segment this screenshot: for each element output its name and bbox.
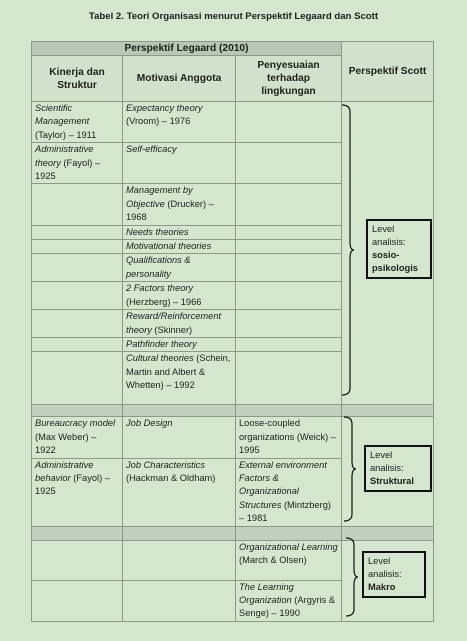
col-header-structure: Kinerja dan Struktur [32, 56, 123, 102]
cell: Job Characteristics (Hackman & Oldham) [123, 458, 236, 526]
cell: Reward/Reinforcement theory (Skinner) [123, 310, 236, 338]
cell: Expectancy theory (Vroom) – 1976 [123, 102, 236, 143]
col-header-environment: Penyesuaian terhadap lingkungan [236, 56, 342, 102]
cell: Pathfinder theory [123, 337, 236, 351]
cell: Needs theories [123, 225, 236, 239]
level-value: sosio-psikologis [372, 250, 418, 273]
table-row [32, 102, 434, 143]
cell: 2 Factors theory (Herzberg) – 1966 [123, 282, 236, 310]
level-box-makro [362, 551, 426, 598]
cell: Scientific Management (Taylor) – 1911 [32, 102, 123, 143]
separator-row [32, 405, 434, 417]
cell: Organizational Learning (March & Olsen) [236, 540, 342, 580]
level-value: Makro [368, 582, 396, 592]
organization-theory-table [31, 41, 434, 622]
separator-row [32, 526, 434, 540]
cell: Administrative behavior (Fayol) – 1925 [32, 458, 123, 526]
cell: Management by Objective (Drucker) – 1968 [123, 184, 236, 225]
cell: External environment Factors & Organizational Structures (Mintzberg) – 1981 [236, 458, 342, 526]
cell: Motivational theories [123, 240, 236, 254]
cell: Self-efficacy [123, 143, 236, 184]
col-header-motivation: Motivasi Anggota [123, 56, 236, 102]
cell: Loose-coupled organizations (Weick) – 1995 [236, 417, 342, 458]
cell: Qualifications & personality [123, 254, 236, 282]
brace-sosio [340, 104, 354, 396]
cell: Administrative theory (Fayol) – 1925 [32, 143, 123, 184]
cell: Bureaucracy model (Max Weber) – 1922 [32, 417, 123, 458]
table-caption: Tabel 2. Teori Organisasi menurut Perspektif Legaard dan Scott [88, 11, 379, 22]
brace-struktural [342, 416, 356, 522]
level-value: Struktural [370, 476, 414, 486]
cell: The Learning Organization (Argyris & Senge) – 1990 [236, 580, 342, 621]
cell: Cultural theories (Schein, Martin and Albert & Whetten) – 1992 [123, 352, 236, 405]
scott-header: Perspektif Scott [342, 42, 434, 102]
level-label: Level analisis: [370, 450, 404, 473]
cell: Job Design [123, 417, 236, 458]
level-label: Level analisis: [368, 556, 402, 579]
level-box-struktural [364, 445, 432, 492]
level-box-sosio [366, 219, 432, 279]
brace-makro [344, 537, 358, 617]
legaard-header: Perspektif Legaard (2010) [32, 42, 342, 56]
level-label: Level analisis: [372, 224, 406, 247]
